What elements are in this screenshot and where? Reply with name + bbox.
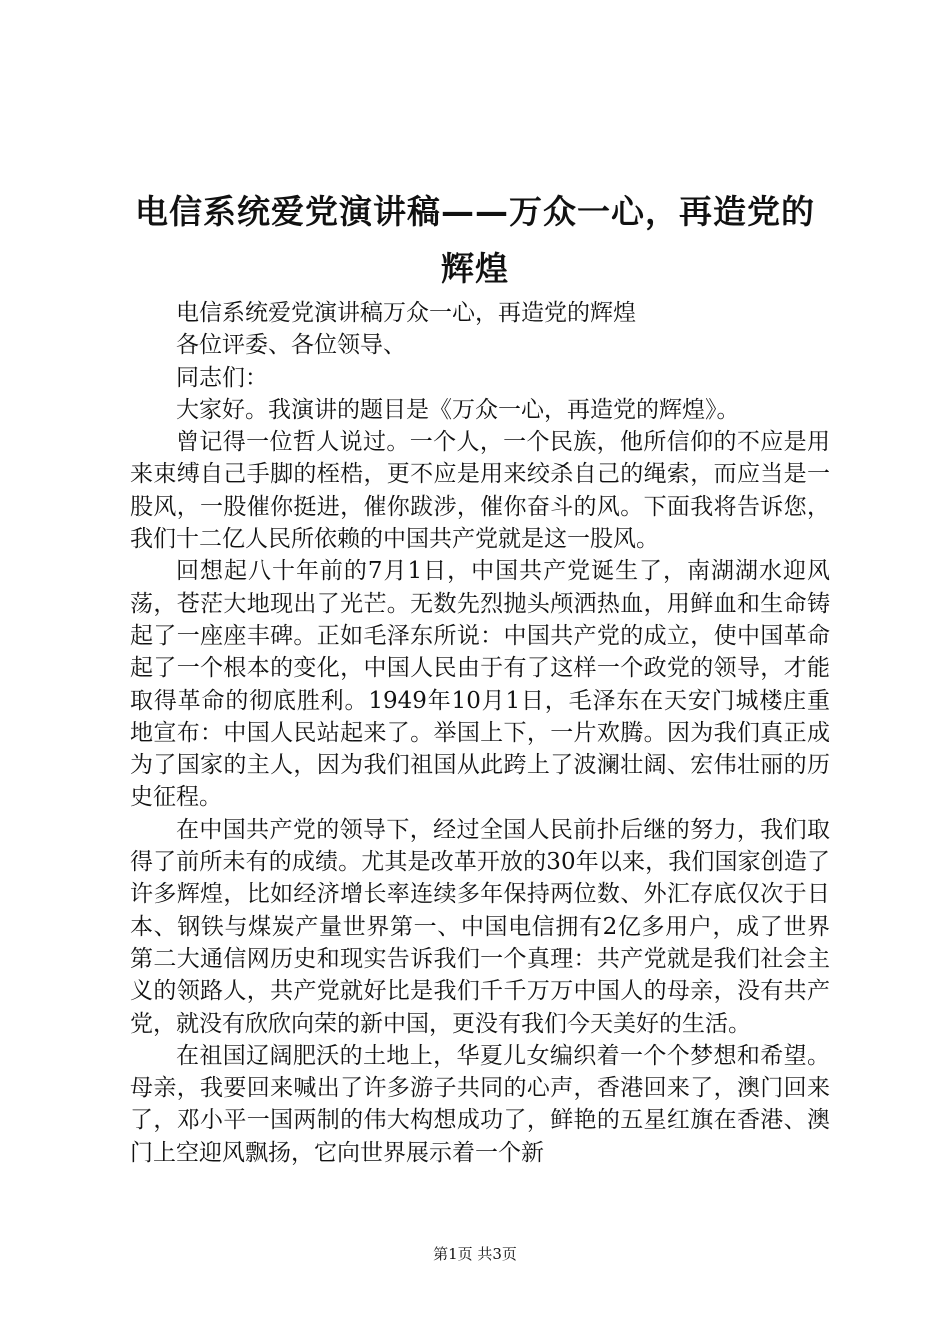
page-footer: 第1页 共3页 (433, 1245, 517, 1263)
paragraph: 在祖国辽阔肥沃的土地上，华夏儿女编织着一个个梦想和希望。母亲，我要回来喊出了许多游子共同的心声，香港回来了，澳门回来了，邓小平一国两制的伟大构想成功了，鲜艳的五星红旗在香港、澳门上空迎风飘扬，它向世界展示着一个新 (130, 1042, 830, 1166)
paragraph: 曾记得一位哲人说过。一个人，一个民族，他所信仰的不应是用来束缚自己手脚的桎梏，更不应是用来绞杀自己的绳索，而应当是一股风，一股催你挺进，催你跋涉，催你奋斗的风。下面我将告诉您，我们十二亿人民所依赖的中国共产党就是这一股风。 (130, 429, 830, 553)
document-title (80, 183, 870, 297)
paragraph: 在中国共产党的领导下，经过全国人民前扑后继的努力，我们取得了前所未有的成绩。尤其是改革开放的30年以来，我们国家创造了许多辉煌，比如经济增长率连续多年保持两位数、外汇存底仅次于日本、钢铁与煤炭产量世界第一、中国电信拥有2亿多用户，成了世界第二大通信网历史和现实告诉我们一个真理：共产党就是我们社会主义的领路人，共产党就好比是我们千千万万中国人的母亲，没有共产党，就没有欣欣向荣的新中国，更没有我们今天美好的生活。 (130, 816, 830, 1037)
paragraph-salutation: 各位评委、各位领导、 (176, 332, 406, 359)
title-line-2: 辉煌 (441, 249, 509, 288)
paragraph-greeting: 大家好。我演讲的题目是《万众一心，再造党的辉煌》。 (176, 396, 740, 423)
paragraph-subtitle: 电信系统爱党演讲稿万众一心，再造党的辉煌 (176, 300, 636, 326)
paragraph: 回想起八十年前的7月1日，中国共产党诞生了，南湖湖水迎风荡，苍茫大地现出了光芒。无数先烈抛头颅洒热血，用鲜血和生命铸起了一座座丰碑。正如毛泽东所说：中国共产党的成立，使中国革命起了一个根本的变化，中国人民由于有了这样一个政党的领导，才能取得革命的彻底胜利。1949年10月1日，毛泽东在天安门城楼庄重地宣布：中国人民站起来了。举国上下，一片欢腾。因为我们真正成为了国家的主人，因为我们祖国从此跨上了波澜壮阔、宏伟壮丽的历史征程。 (130, 558, 830, 811)
paragraph-salutation: 同志们： (176, 364, 268, 391)
document-body (130, 297, 830, 1169)
title-line-1: 电信系统爱党演讲稿——万众一心，再造党的 (135, 192, 815, 231)
